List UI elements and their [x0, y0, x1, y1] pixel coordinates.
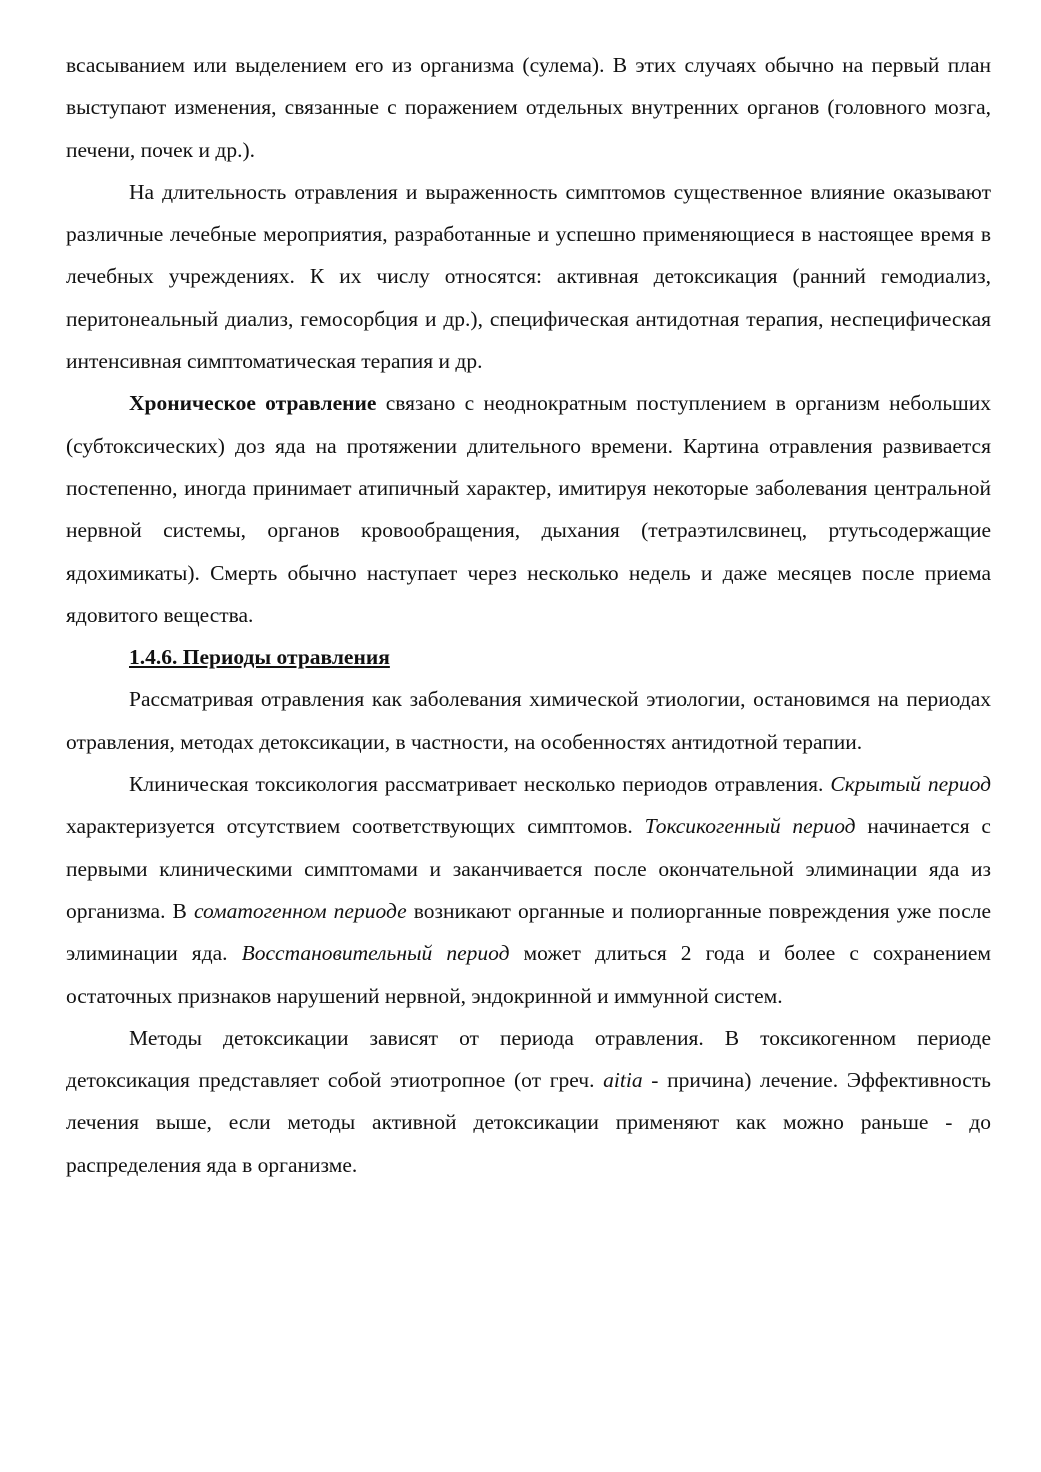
- term-toxicogenic-period: Токсикогенный период: [644, 814, 856, 839]
- section-heading: 1.4.6. Периоды отравления: [129, 645, 390, 670]
- paragraph-text: На длительность отравления и выраженность симптомов существенное влияние оказывают различные лечебные мероприятия, разработанные и успешно применяющиеся в настоящее время в лечебных учреждениях. К их числу относятся: активная детоксикация (ранний гемодиализ, перитонеальный диализ, гемосорбция и др.), специфическая антидотная терапия, неспецифическая интенсивная симптоматическая терапия и др.: [66, 179, 991, 374]
- term-latent-period: Скрытый период: [830, 772, 992, 797]
- term-somatogenic-period: соматогенном периоде: [193, 898, 407, 923]
- paragraph-text: Клиническая токсикология рассматривает несколько периодов отравления.: [129, 772, 831, 797]
- paragraph-text: начинается с первыми клиническими симптомами и заканчивается после окончательной элиминации яда из организма. В: [66, 814, 991, 923]
- document-page: [66, 44, 991, 1186]
- paragraph-text: всасыванием или выделением его из организма (сулема). В этих случаях обычно на первый план выступают изменения, связанные с поражением отдельных внутренних органов (головного мозга, печени, почек и др.).: [66, 53, 991, 162]
- term-chronic-poisoning: Хроническое отравление: [129, 391, 377, 416]
- paragraph-treatment-influence: [66, 171, 991, 382]
- paragraph-chronic-poisoning: [66, 382, 991, 636]
- paragraph-continuation: [66, 44, 991, 171]
- paragraph-detox-methods: [66, 1017, 991, 1186]
- paragraph-intro-periods: [66, 678, 991, 763]
- paragraph-text: Методы детоксикации зависят от периода отравления. В токсикогенном периоде детоксикация представляет собой этиотропное (от греч.: [66, 1025, 991, 1093]
- paragraph-text: может длиться 2 года и более с сохранением остаточных признаков нарушений нервной, эндокринной и иммунной систем.: [66, 941, 992, 1008]
- term-recovery-period: Восстановительный период: [241, 941, 510, 966]
- paragraph-text: характеризуется отсутствием соответствующих симптомов.: [66, 814, 645, 839]
- paragraph-periods: [66, 763, 991, 1017]
- term-aitia: aitia: [603, 1068, 643, 1093]
- paragraph-text: - причина) лечение. Эффективность лечения выше, если методы активной детоксикации применяют как можно раньше - до распределения яда в организме.: [66, 1068, 991, 1177]
- paragraph-text: Рассматривая отравления как заболевания химической этиологии, остановимся на периодах отравления, методах детоксикации, в частности, на особенностях антидотной терапии.: [66, 687, 991, 754]
- paragraph-text: связано с неоднократным поступлением в организм небольших (субтоксических) доз яда на протяжении длительного времени. Картина отравления развивается постепенно, иногда принимает атипичный характер, имитируя некоторые заболевания центральной нервной системы, органов кровообращения, дыхания (тетраэтилсвинец, ртутьсодержащие ядохимикаты). Смерть обычно наступает через несколько недель и даже месяцев после приема ядовитого вещества.: [66, 391, 991, 627]
- paragraph-text: возникают органные и полиорганные повреждения уже после элиминации яда.: [66, 898, 992, 966]
